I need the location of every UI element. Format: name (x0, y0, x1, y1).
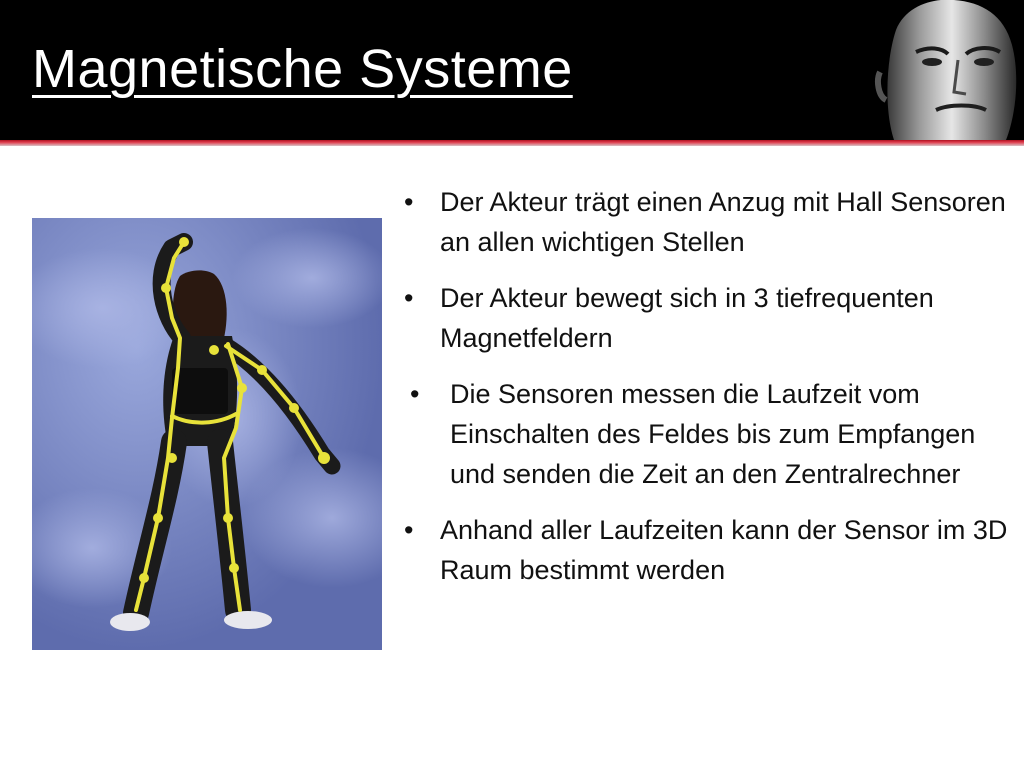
bullet-marker: • (404, 515, 414, 545)
bullet-text: Anhand aller Laufzeiten kann der Sensor im 3D Raum bestimmt werden (440, 515, 1008, 585)
bullet-list (396, 182, 1016, 606)
bullet-text: Der Akteur bewegt sich in 3 tiefrequenten Magnetfeldern (440, 283, 934, 353)
bullet-marker: • (404, 187, 414, 217)
bullet-marker: • (404, 283, 414, 313)
motion-capture-actor-photo (32, 218, 382, 650)
bullet-text: Der Akteur trägt einen Anzug mit Hall Sensoren an allen wichtigen Stellen (440, 187, 1006, 257)
bullet-item (396, 182, 1016, 262)
chrome-face-image (874, 0, 1024, 140)
bullet-item (396, 374, 1016, 494)
bullet-item (396, 278, 1016, 358)
bullet-marker: • (410, 379, 420, 409)
bullet-text: Die Sensoren messen die Laufzeit vom Einschalten des Feldes bis zum Empfangen und senden die Zeit an den Zentralrechner (450, 379, 976, 489)
slide-title: Magnetische Systeme (32, 39, 573, 99)
slide-header (0, 0, 1024, 140)
bullet-item (396, 510, 1016, 590)
header-divider (0, 140, 1024, 146)
